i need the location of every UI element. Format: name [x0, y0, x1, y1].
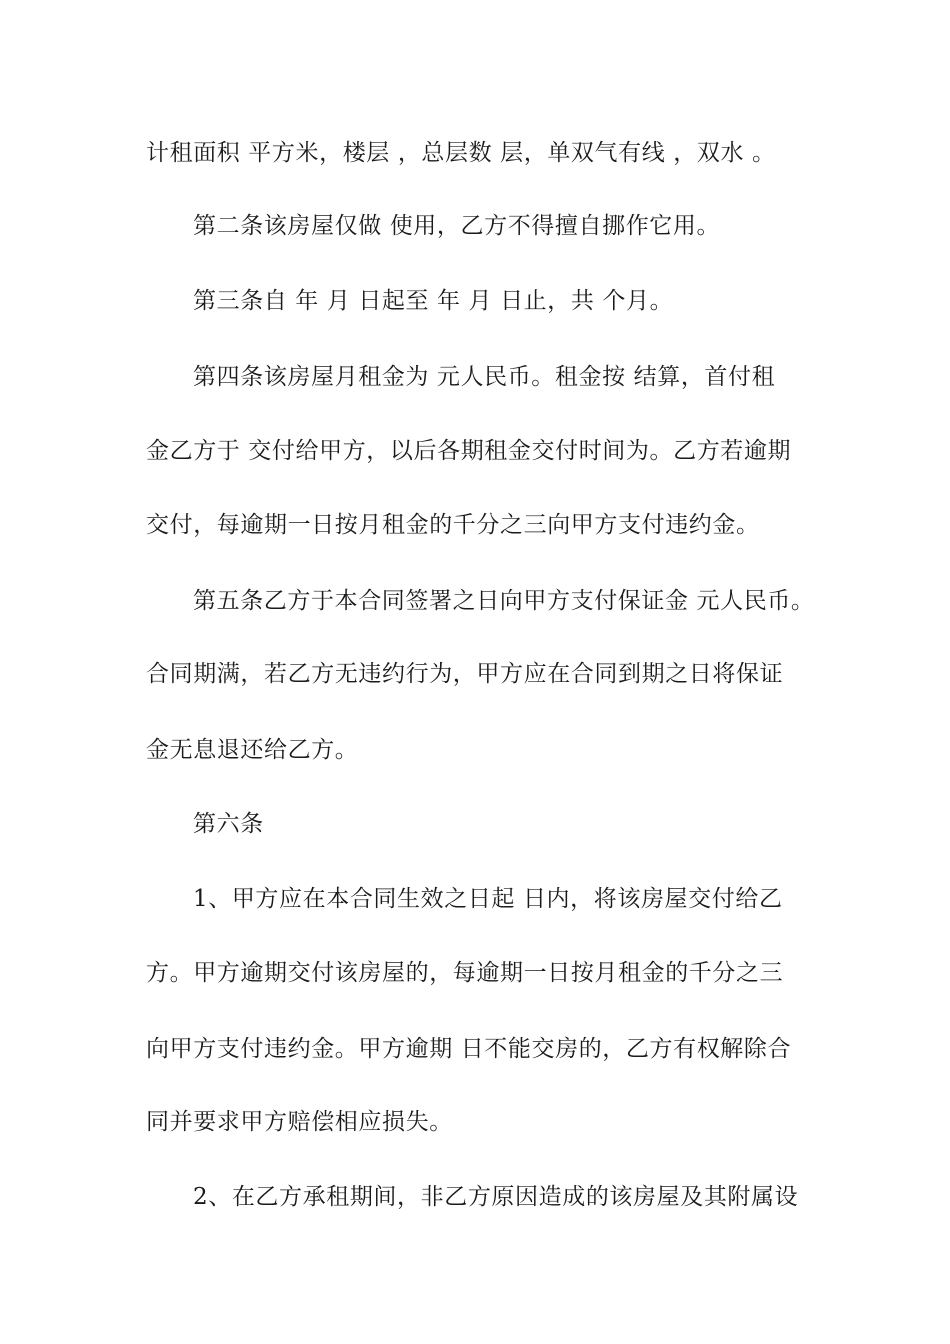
paragraph-line: 交付，每逾期一日按月租金的千分之三向甲方支付违约金。 — [146, 512, 760, 538]
clause-6-item-2-line: 2、在乙方承租期间，非乙方原因造成的该房屋及其附属设 — [193, 1184, 799, 1210]
clause-4-line: 第四条该房屋月租金为 元人民币。租金按 结算，首付租 — [193, 364, 776, 390]
paragraph-line: 向甲方支付违约金。甲方逾期 日不能交房的，乙方有权解除合 — [146, 1036, 792, 1062]
clause-2-line: 第二条该房屋仅做 使用，乙方不得擅自挪作它用。 — [193, 213, 721, 239]
paragraph-line: 方。甲方逾期交付该房屋的，每逾期一日按月租金的千分之三 — [146, 960, 784, 986]
clause-3-line: 第三条自 年 月 日起至 年 月 日止，共 个月。 — [193, 288, 674, 314]
clause-5-line: 第五条乙方于本合同签署之日向甲方支付保证金 元人民币。 — [193, 588, 815, 614]
paragraph-line: 计租面积 平方米，楼层 ，总层数 层，单双气有线 ，双水 。 — [146, 140, 776, 166]
paragraph-line: 金乙方于 交付给甲方，以后各期租金交付时间为。乙方若逾期 — [146, 438, 792, 464]
clause-6-heading: 第六条 — [193, 811, 264, 837]
paragraph-line: 合同期满，若乙方无违约行为，甲方应在合同到期之日将保证 — [146, 661, 784, 687]
paragraph-line: 同并要求甲方赔偿相应损失。 — [146, 1109, 453, 1135]
paragraph-line: 金无息退还给乙方。 — [146, 737, 359, 763]
clause-6-item-1-line: 1、甲方应在本合同生效之日起 日内，将该房屋交付给乙 — [193, 886, 783, 912]
